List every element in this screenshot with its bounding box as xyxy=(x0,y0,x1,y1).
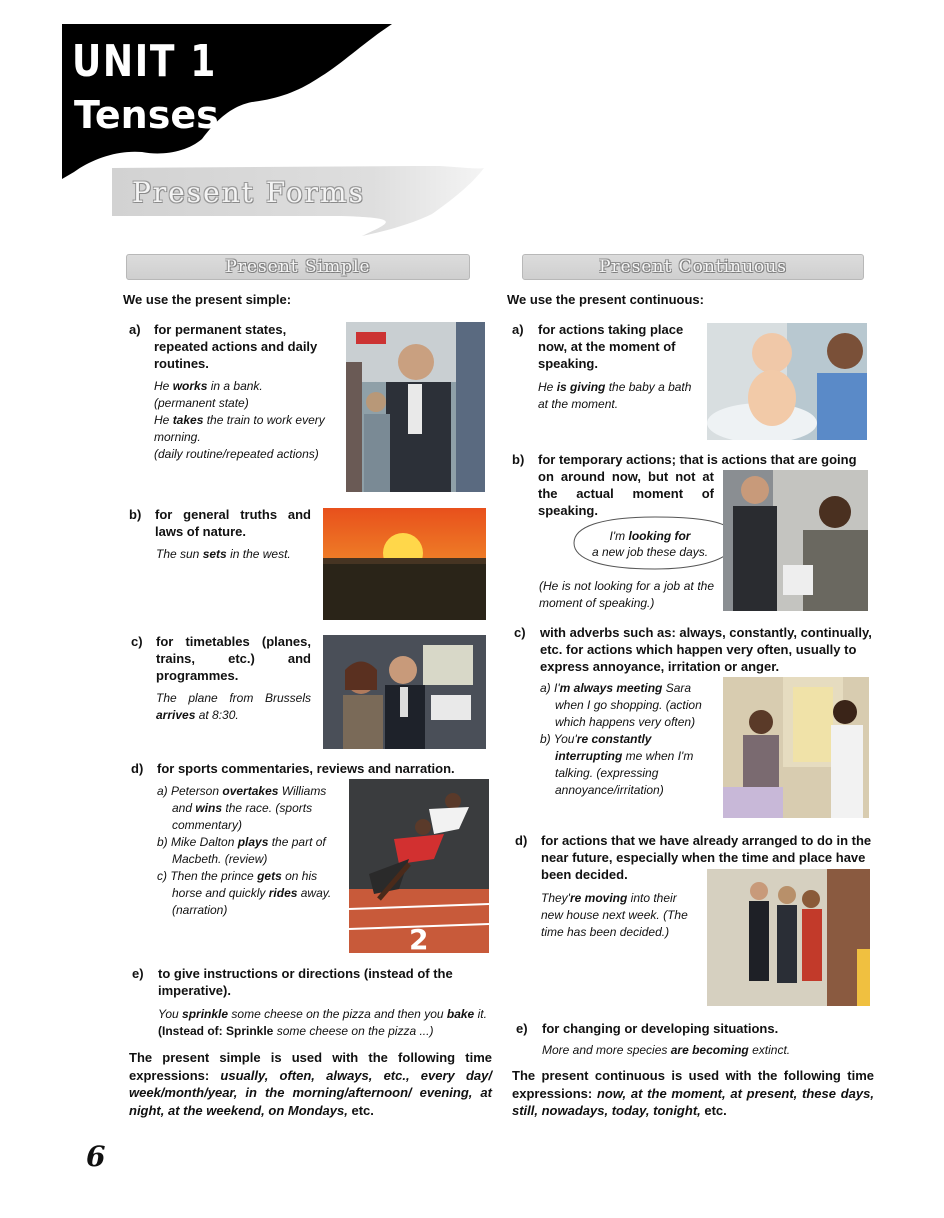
ps-c-label: c) xyxy=(131,634,143,649)
pc-b-note: (He is not looking for a job at the moment of speaking.) xyxy=(539,579,714,610)
airport-couple-photo xyxy=(323,635,486,749)
unit-number: UNIT 1 xyxy=(72,36,218,87)
pc-b-rule-line2: on around now, but not at the actual moment of speaking. xyxy=(538,469,714,518)
present-continuous-heading: Present Continuous xyxy=(522,254,864,280)
businessman-on-train-photo xyxy=(346,322,485,492)
sunset-photo xyxy=(323,508,486,620)
ps-summary: The present simple is used with the following time expressions: usually, often, always, etc., every day/ week/month/year, in the morning/afternoon/ evening, at night, at the weekend, on Mondays, etc. xyxy=(129,1050,492,1118)
ps-d-label: d) xyxy=(131,761,144,776)
pc-a-example: He is giving the baby a bath at the moment. xyxy=(538,380,692,411)
pc-d-rule: for actions that we have already arranged to do in the near future, especially when the time and place have been decided. xyxy=(541,833,872,882)
ps-e-rule: to give instructions or directions (instead of the imperative). xyxy=(158,966,453,998)
speech-bubble-text: I'm looking for a new job these days. xyxy=(591,529,709,559)
shopping-photo xyxy=(723,677,869,818)
pc-c-label: c) xyxy=(514,625,526,640)
pc-b-label: b) xyxy=(512,452,525,467)
job-seekers-photo xyxy=(723,470,868,611)
pc-e-rule: for changing or developing situations. xyxy=(542,1021,779,1036)
ps-d-rule: for sports commentaries, reviews and narration. xyxy=(157,761,455,776)
page-number: 6 xyxy=(86,1140,106,1173)
pc-c-examples: a) I'm always meeting Sara when I go shopping. (action which happens very often) b) You're constantly interrupting me when I'm talking. (expressing annoyance/irritation) xyxy=(540,681,702,797)
ps-a-label: a) xyxy=(129,322,141,337)
pc-d-example: They're moving into their new house next week. (The time has been decided.) xyxy=(541,891,688,939)
baby-bath-photo xyxy=(707,323,867,440)
ps-b-label: b) xyxy=(129,507,142,522)
ps-d-examples: a) Peterson overtakes Williams and wins the race. (sports commentary) b) Mike Dalton plays the part of Macbeth. (review) c) Then the prince gets on his horse and quickly rides away. (narration) xyxy=(157,784,332,917)
ps-e-example: You sprinkle some cheese on the pizza and then you bake it. (Instead of: Sprinkle some cheese on the pizza ...) xyxy=(158,1007,487,1038)
ps-e-label: e) xyxy=(132,966,144,981)
section-title: Present Forms xyxy=(132,176,365,209)
pc-summary: The present continuous is used with the following time expressions: now, at the moment, at present, these days, still, nowadays, today, tonight, etc. xyxy=(512,1068,874,1118)
ps-c-rule: for timetables (planes, trains, etc.) and programmes. xyxy=(156,634,311,683)
moving-house-photo xyxy=(707,869,870,1006)
ps-b-example: The sun sets in the west. xyxy=(156,547,291,561)
present-simple-heading: Present Simple xyxy=(126,254,470,280)
pc-e-label: e) xyxy=(516,1021,528,1036)
ps-a-rule: for permanent states, repeated actions and daily routines. xyxy=(154,322,318,371)
svg-text:2: 2 xyxy=(409,923,429,953)
pc-a-label: a) xyxy=(512,322,524,337)
pc-a-rule: for actions taking place now, at the moment of speaking. xyxy=(538,322,684,371)
present-continuous-intro: We use the present continuous: xyxy=(507,292,704,307)
pc-e-example: More and more species are becoming extinct. xyxy=(542,1043,791,1057)
pc-b-rule-line1: for temporary actions; that is actions that are going xyxy=(538,452,857,467)
pc-c-rule: with adverbs such as: always, constantly, continually, etc. for actions which happen very often, usually to express annoyance, irritation or anger. xyxy=(540,625,872,674)
ps-b-rule: for general truths and laws of nature. xyxy=(155,507,311,539)
pc-d-label: d) xyxy=(515,833,528,848)
ps-c-example: The plane from Brussels arrives at 8:30. xyxy=(156,691,311,722)
ps-a-examples: He works in a bank. (permanent state) He takes the train to work every morning. (daily routine/repeated actions) xyxy=(154,379,325,461)
unit-title: Tenses xyxy=(74,93,219,137)
present-simple-intro: We use the present simple: xyxy=(123,292,292,307)
sprinters-photo xyxy=(349,779,489,953)
